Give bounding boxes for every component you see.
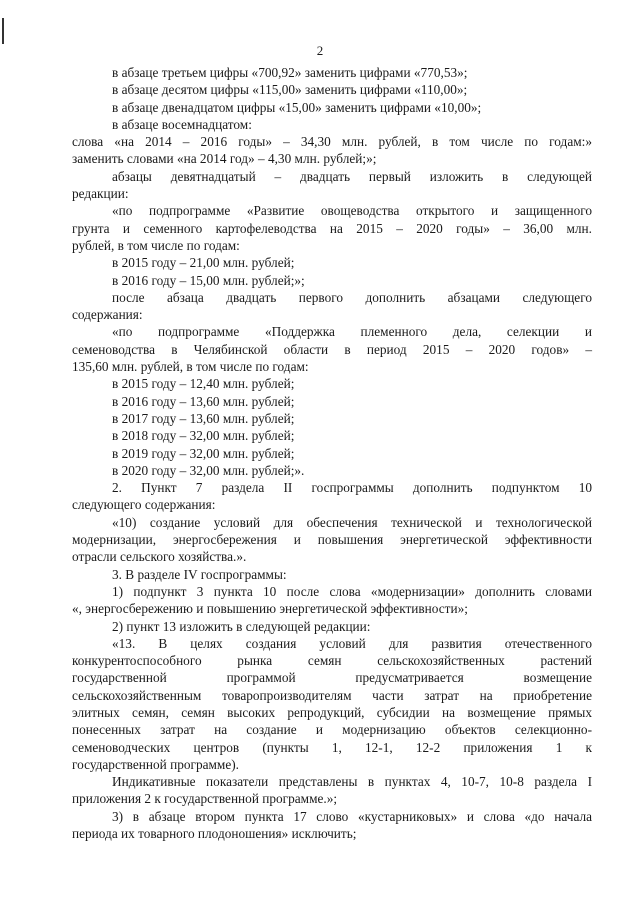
- text-line: 2. Пункт 7 раздела II госпрограммы дополнить подпунктом 10: [112, 480, 592, 496]
- text-line: 1) подпункт 3 пункта 10 после слова «модернизации» дополнить словами: [112, 583, 592, 599]
- text-line: редакции:: [72, 186, 129, 202]
- text-line: семеноводства в Челябинской области в период 2015 – 2020 годов» –: [72, 341, 592, 357]
- page-number: 2: [316, 43, 324, 58]
- text-line: в абзаце двенадцатом цифры «15,00» заменить цифрами «10,00»;: [112, 99, 482, 115]
- text-line: 135,60 млн. рублей, в том числе по годам:: [72, 359, 309, 375]
- text-line: 3) в абзаце втором пункта 17 слово «кустарниковых» и слова «до начала: [112, 808, 592, 824]
- text-line: периода их товарного плодоношения» исключить;: [72, 826, 357, 842]
- text-line: «10) создание условий для обеспечения технической и технологической: [112, 514, 592, 530]
- text-line: элитных семян, семян высоких репродукций, субсидии на возмещение прямых: [72, 704, 592, 720]
- document-body: [72, 64, 592, 842]
- text-line: в абзаце третьем цифры «700,92» заменить цифрами «770,53»;: [112, 65, 468, 80]
- text-line: следующего содержания:: [72, 497, 216, 513]
- text-line: в 2017 году – 13,60 млн. рублей;: [112, 410, 295, 426]
- text-line: понесенных затрат на создание и модернизацию объектов селекционно-: [72, 722, 592, 738]
- text-line: слова «на 2014 – 2016 годы» – 34,30 млн. рублей, в том числе по годам:»: [72, 134, 592, 150]
- text-line: отрасли сельского хозяйства.».: [72, 549, 247, 565]
- text-line: 3. В разделе IV госпрограммы:: [112, 566, 287, 582]
- text-line: после абзаца двадцать первого дополнить абзацами следующего: [112, 289, 592, 305]
- text-line: в 2020 году – 32,00 млн. рублей;».: [112, 462, 305, 478]
- text-line: грунта и семенного картофелеводства на 2015 – 2020 годы» – 36,00 млн.: [72, 220, 592, 236]
- page-edge-mark: [2, 18, 4, 44]
- text-line: «по подпрограмме «Поддержка племенного дела, селекции и: [112, 324, 592, 340]
- text-line: заменить словами «на 2014 год» – 4,30 млн. рублей;»;: [72, 151, 377, 167]
- text-line: конкурентоспособного рынка семян сельскохозяйственных растений: [72, 653, 592, 669]
- text-line: приложения 2 к государственной программе.»;: [72, 791, 338, 807]
- text-line: Индикативные показатели представлены в пунктах 4, 10-7, 10-8 раздела I: [112, 774, 592, 790]
- text-line: абзацы девятнадцатый – двадцать первый изложить в следующей: [112, 168, 592, 184]
- text-line: в 2018 году – 32,00 млн. рублей;: [112, 428, 295, 444]
- text-line: в 2016 году – 13,60 млн. рублей;: [112, 393, 295, 409]
- text-line: 2) пункт 13 изложить в следующей редакции:: [112, 618, 371, 634]
- text-line: «, энергосбережению и повышению энергетической эффективности»;: [72, 601, 468, 617]
- text-line: государственной программе).: [72, 756, 239, 772]
- text-line: сельскохозяйственным товаропроизводителям части затрат на приобретение: [72, 687, 592, 703]
- text-line: модернизации, энергосбережения и повышения энергетической эффективности: [72, 532, 592, 548]
- text-line: содержания:: [72, 307, 143, 323]
- text-line: в 2015 году – 21,00 млн. рублей;: [112, 255, 295, 271]
- text-line: семеноводческих центров (пункты 1, 12-1, 12-2 приложения 1 к: [72, 739, 592, 755]
- text-line: рублей, в том числе по годам:: [72, 237, 240, 253]
- text-line: «13. В целях создания условий для развития отечественного: [112, 635, 592, 651]
- text-line: в абзаце десятом цифры «115,00» заменить цифрами «110,00»;: [112, 82, 468, 98]
- text-line: в 2015 году – 12,40 млн. рублей;: [112, 376, 295, 392]
- text-line: в абзаце восемнадцатом:: [112, 116, 252, 132]
- text-line: в 2016 году – 15,00 млн. рублей;»;: [112, 272, 305, 288]
- text-line: государственной программой предусматривается возмещение: [72, 670, 592, 686]
- text-line: в 2019 году – 32,00 млн. рублей;: [112, 445, 295, 461]
- text-line: «по подпрограмме «Развитие овощеводства открытого и защищенного: [112, 203, 592, 219]
